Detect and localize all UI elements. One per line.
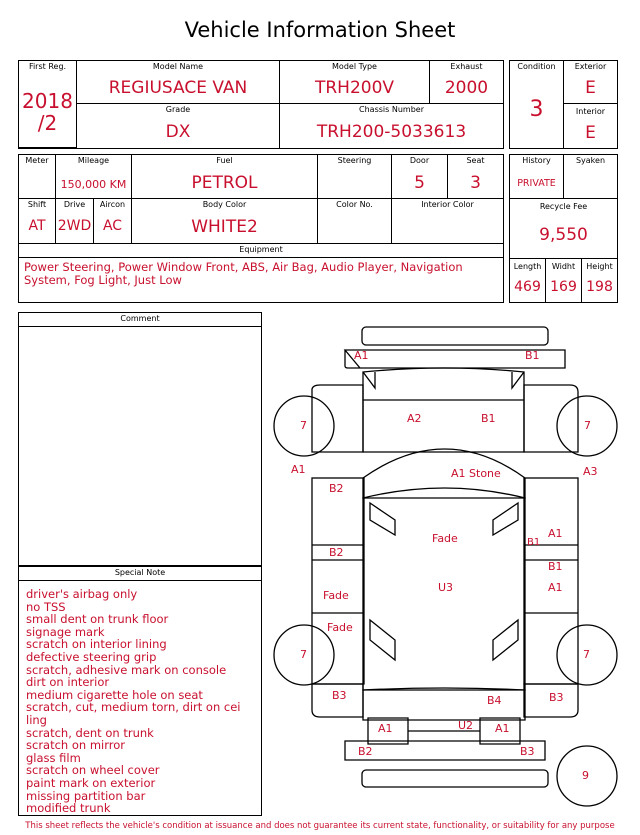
damage-mark: A1	[291, 463, 306, 476]
hood	[363, 368, 524, 452]
page-title: Vehicle Information Sheet	[184, 18, 456, 42]
damage-mark: A2	[407, 412, 422, 425]
disclaimer-footer: This sheet reflects the vehicle's condition at issuance and does not guarantee its current state, functionality, or suitability for any purpose	[25, 821, 615, 831]
meter-label: Meter	[25, 156, 49, 165]
model-type-value: TRH200V	[314, 78, 395, 98]
grade-label: Grade	[165, 105, 191, 114]
special-note-line: scratch on mirror	[26, 738, 126, 753]
condition-value: 3	[529, 97, 544, 122]
damage-mark: U3	[438, 581, 454, 594]
damage-mark: B2	[358, 745, 373, 758]
body-color-label: Body Color	[202, 200, 247, 209]
length-value: 469	[514, 279, 541, 295]
right-window-rear	[493, 620, 518, 660]
wheel-mark-rear-left: 7	[300, 648, 307, 661]
wheel-mark-front-left: 7	[300, 419, 307, 432]
damage-mark: A1	[548, 581, 563, 594]
left-front-corner	[312, 385, 363, 452]
mileage-label: Mileage	[77, 156, 110, 165]
special-note-line: scratch, adhesive mark on console	[26, 662, 227, 677]
exhaust-value: 2000	[444, 78, 489, 98]
damage-mark: A1 Stone	[451, 467, 501, 480]
equipment-label: Equipment	[239, 245, 283, 254]
steering-label: Steering	[337, 156, 372, 165]
interior-value: E	[585, 123, 596, 143]
mileage-value: 150,000 KM	[60, 178, 127, 191]
rear-bumper	[362, 770, 548, 787]
damage-mark: B1	[527, 537, 541, 548]
exterior-label: Exterior	[574, 62, 607, 71]
damage-mark: B3	[549, 691, 564, 704]
damage-mark: A1	[354, 349, 369, 362]
front-bumper	[362, 327, 548, 345]
hood-tabs	[363, 372, 524, 388]
color-no-label: Color No.	[336, 200, 373, 209]
comment-label: Comment	[120, 314, 160, 323]
special-note-line: ling	[26, 712, 47, 727]
damage-mark: B2	[329, 482, 344, 495]
special-note-line: signage mark	[26, 624, 105, 639]
equipment-value: Power Steering, Power Window Front, ABS, Air Bag, Audio Player, Navigation System, Fog Light, Just Low	[24, 260, 463, 287]
right-front-corner	[524, 385, 578, 452]
interior-color-label: Interior Color	[421, 200, 474, 209]
damage-mark: B1	[525, 349, 540, 362]
drive-label: Drive	[63, 200, 86, 209]
damage-mark: A1	[548, 527, 563, 540]
wheel-mark-spare: 9	[582, 769, 589, 782]
special-note-line: modified trunk	[26, 801, 111, 816]
special-note-line: defective steering grip	[26, 649, 157, 664]
damage-mark: U2	[458, 719, 474, 732]
damage-mark: A1	[378, 722, 393, 735]
damage-mark: B1	[481, 412, 496, 425]
left-window-rear	[370, 620, 395, 660]
damage-mark: B4	[487, 694, 502, 707]
aircon-label: Aircon	[99, 200, 126, 209]
seat-value: 3	[470, 173, 481, 193]
body-color-value: WHITE2	[191, 217, 258, 237]
width-value: 169	[550, 279, 577, 295]
seat-label: Seat	[466, 156, 485, 165]
damage-mark: Fade	[432, 532, 458, 545]
damage-mark: Fade	[323, 589, 349, 602]
chassis-label: Chassis Number	[359, 105, 424, 114]
wheel-mark-rear-right: 7	[583, 648, 590, 661]
chassis-value: TRH200-5033613	[316, 122, 467, 142]
special-note-line: scratch, dent on trunk	[26, 725, 154, 740]
model-name-value: REGIUSACE VAN	[108, 78, 248, 98]
special-note-line: medium cigarette hole on seat	[26, 687, 203, 702]
model-name-label: Model Name	[152, 62, 204, 71]
width-label: Widht	[551, 262, 576, 271]
first-reg-month: /2	[37, 111, 58, 135]
roof	[363, 498, 525, 690]
special-note-line: no TSS	[26, 599, 66, 614]
door-value: 5	[414, 173, 425, 193]
height-label: Height	[586, 262, 613, 271]
special-note-line: driver's airbag only	[26, 587, 138, 601]
recycle-fee-label: Recycle Fee	[539, 202, 588, 211]
special-note-line: paint mark on exterior	[26, 775, 156, 790]
interior-label: Interior	[575, 107, 606, 116]
drive-value: 2WD	[57, 218, 92, 234]
exterior-value: E	[585, 78, 596, 98]
damage-mark: A1	[495, 722, 510, 735]
damage-mark: B1	[548, 560, 563, 573]
height-value: 198	[586, 279, 613, 295]
door-label: Door	[409, 156, 430, 165]
exhaust-label: Exhaust	[450, 62, 483, 71]
syaken-label: Syaken	[575, 156, 606, 165]
damage-mark: B3	[520, 745, 535, 758]
shift-label: Shift	[27, 200, 47, 209]
special-note-line: glass film	[26, 750, 81, 765]
special-note-line: small dent on trunk floor	[26, 612, 169, 627]
fuel-value: PETROL	[191, 173, 258, 193]
damage-mark: Fade	[327, 621, 353, 634]
fuel-label: Fuel	[216, 156, 233, 165]
special-note-line: scratch, cut, medium torn, dirt on cei	[26, 700, 241, 715]
model-type-label: Model Type	[332, 62, 377, 71]
special-note-line: scratch on wheel cover	[26, 763, 160, 778]
right-window-front	[493, 503, 518, 535]
condition-label: Condition	[517, 62, 556, 71]
first-reg-label: First Reg.	[28, 62, 67, 71]
special-note-line: dirt on interior	[26, 675, 110, 690]
damage-mark: B2	[329, 546, 344, 559]
wheel-mark-front-right: 7	[584, 419, 591, 432]
left-body-side	[312, 478, 364, 684]
special-note-line: scratch on interior lining	[26, 637, 167, 652]
left-window-front	[370, 503, 395, 535]
recycle-fee-value: 9,550	[539, 225, 588, 245]
shift-value: AT	[28, 218, 46, 234]
length-label: Length	[513, 262, 542, 271]
history-label: History	[522, 156, 551, 165]
special-note-line: missing partition bar	[26, 788, 146, 803]
first-reg-year: 2018	[22, 89, 73, 113]
damage-mark: A3	[583, 465, 598, 478]
aircon-value: AC	[102, 218, 123, 234]
special-note-label: Special Note	[114, 568, 166, 577]
damage-mark: B3	[332, 689, 347, 702]
history-value: PRIVATE	[517, 178, 556, 189]
grade-value: DX	[165, 122, 191, 142]
